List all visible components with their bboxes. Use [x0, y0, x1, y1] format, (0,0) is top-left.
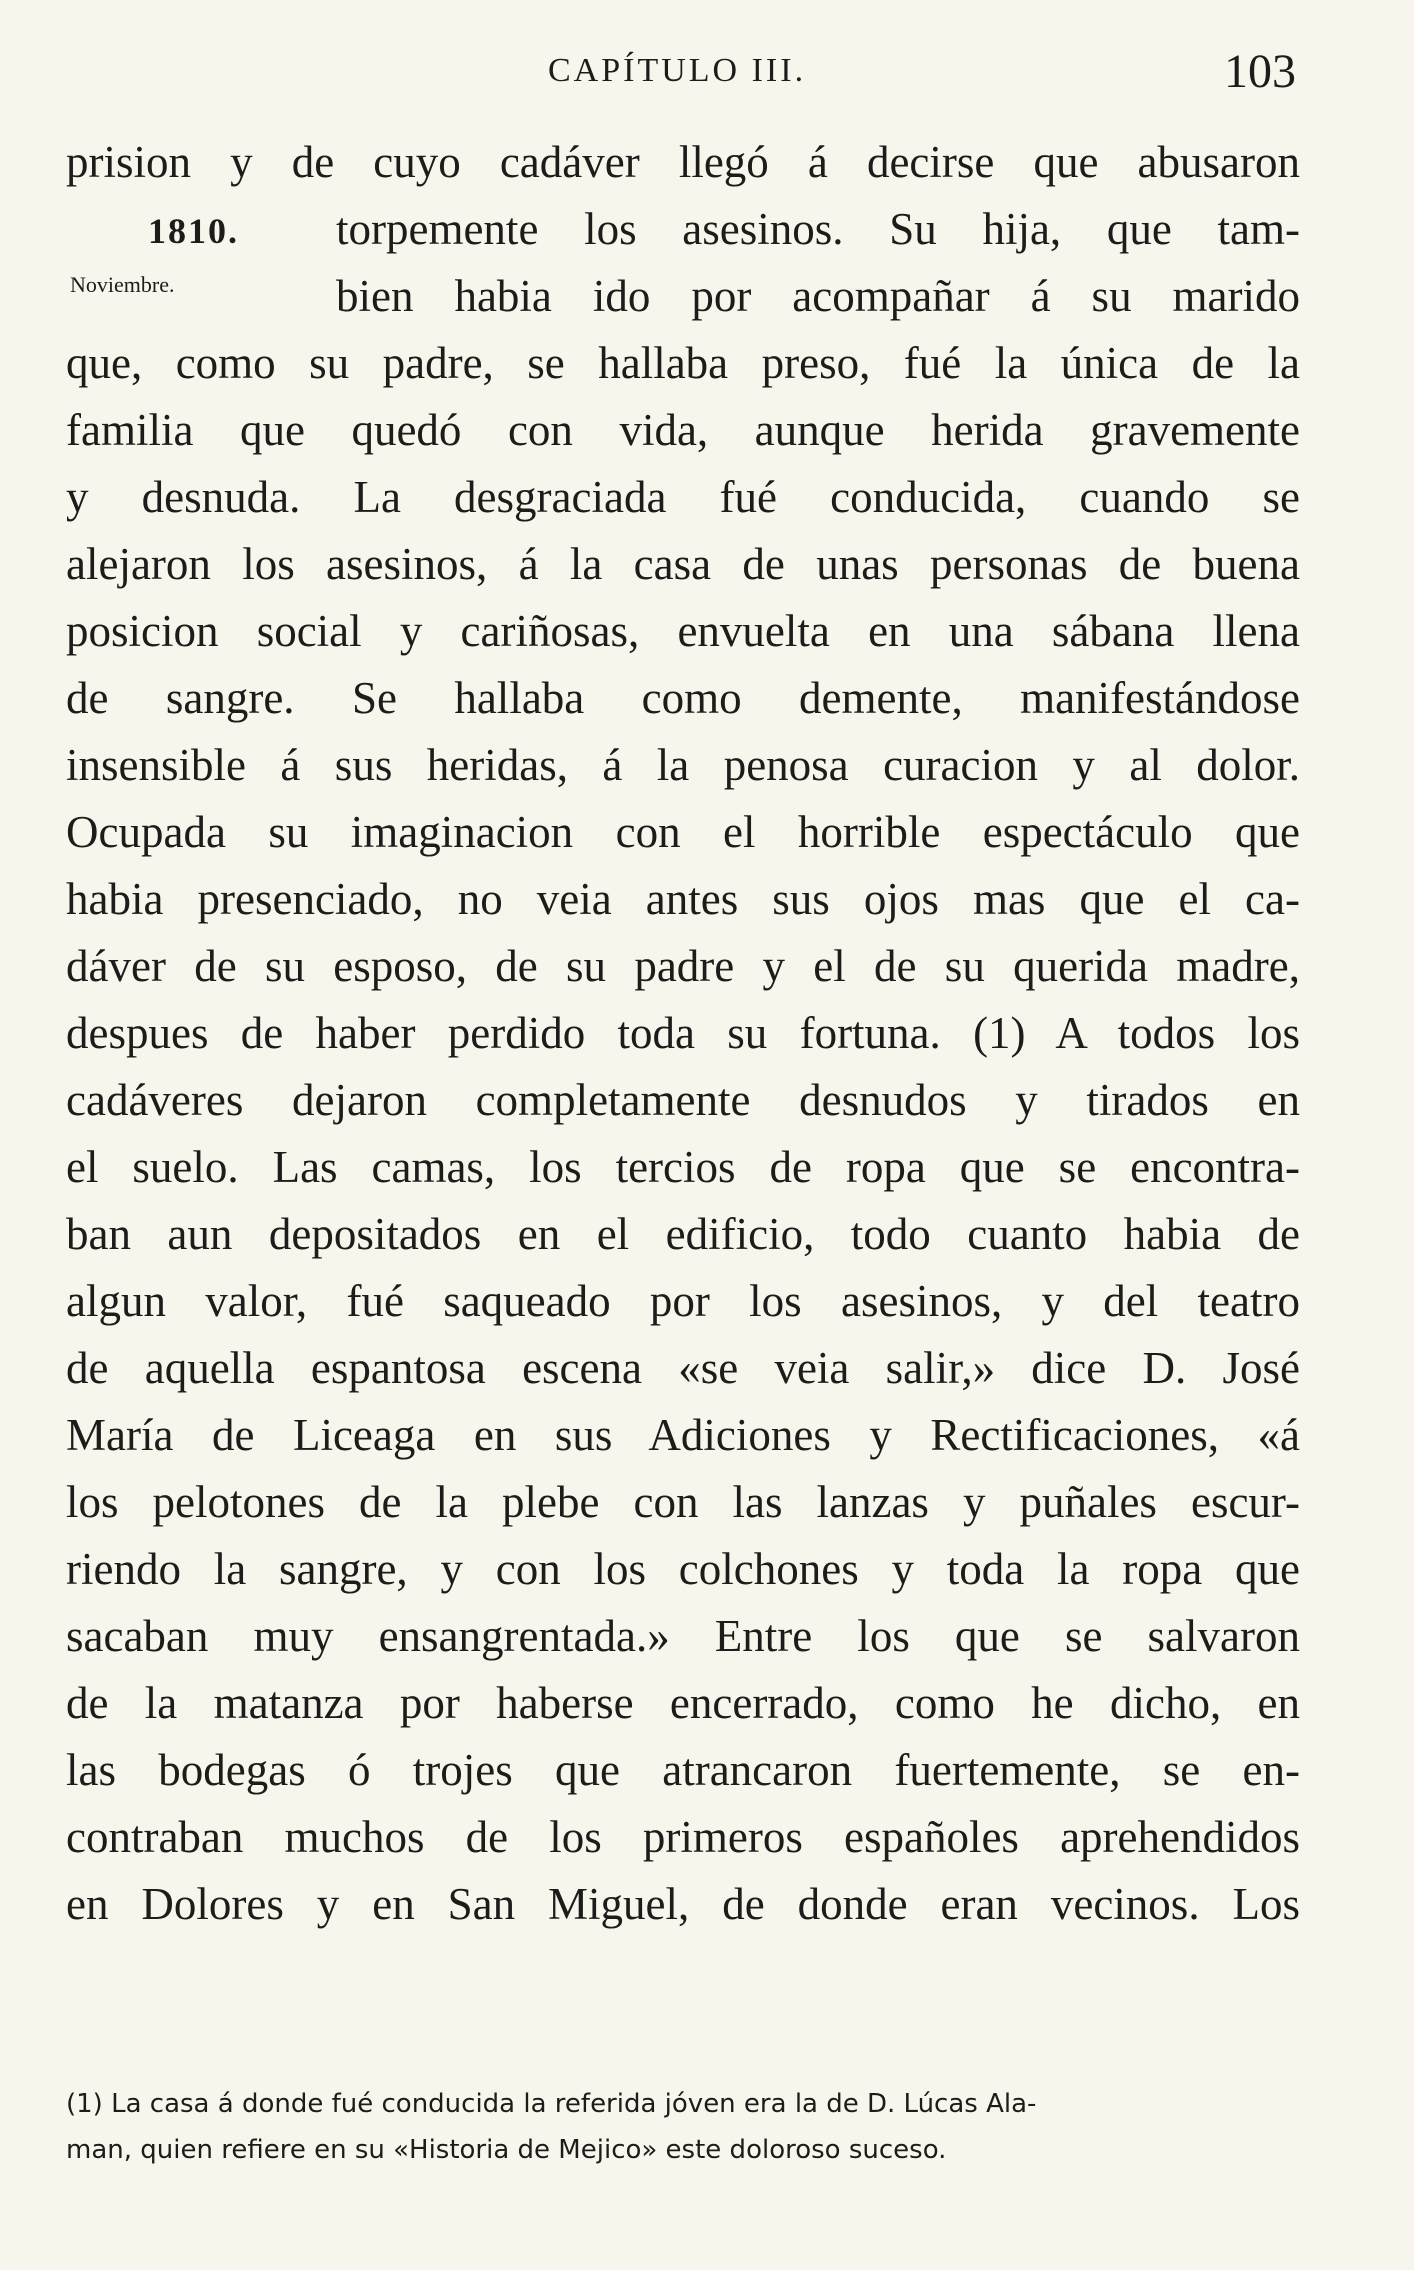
text-line: algun valor, fué saqueado por los asesinos, y del teatro	[66, 1276, 1300, 1326]
text-line: habia presenciado, no veia antes sus ojos mas que el ca-	[66, 874, 1300, 924]
text-line: María de Liceaga en sus Adiciones y Rectificaciones, «á	[66, 1410, 1300, 1460]
margin-year: 1810.	[148, 211, 239, 251]
text-line: riendo la sangre, y con los colchones y toda la ropa que	[66, 1544, 1300, 1594]
text-line: de la matanza por haberse encerrado, como he dicho, en	[66, 1678, 1300, 1728]
footnote-line: man, quien refiere en su «Historia de Mejico» este doloroso suceso.	[66, 2135, 947, 2165]
text-line: que, como su padre, se hallaba preso, fué la única de la	[66, 338, 1300, 388]
text-line: de aquella espantosa escena «se veia salir,» dice D. José	[66, 1343, 1300, 1393]
text-line: cadáveres dejaron completamente desnudos y tirados en	[66, 1075, 1300, 1125]
text-line: prision y de cuyo cadáver llegó á decirse que abusaron	[66, 137, 1300, 187]
text-line: torpemente los asesinos. Su hija, que tam-	[336, 204, 1300, 254]
text-line: Ocupada su imaginacion con el horrible espectáculo que	[66, 807, 1300, 857]
text-line: insensible á sus heridas, á la penosa curacion y al dolor.	[66, 740, 1300, 790]
text-line: y desnuda. La desgraciada fué conducida, cuando se	[66, 472, 1300, 522]
page-number: 103	[1224, 45, 1296, 98]
text-line: ban aun depositados en el edificio, todo cuanto habia de	[66, 1209, 1300, 1259]
text-line: en Dolores y en San Miguel, de donde eran vecinos. Los	[66, 1879, 1300, 1929]
text-line: las bodegas ó trojes que atrancaron fuertemente, se en-	[66, 1745, 1300, 1795]
footnote-line: (1) La casa á donde fué conducida la referida jóven era la de D. Lúcas Ala-	[66, 2089, 1037, 2119]
text-line: sacaban muy ensangrentada.» Entre los que se salvaron	[66, 1611, 1300, 1661]
text-line: contraban muchos de los primeros españoles aprehendidos	[66, 1812, 1300, 1862]
text-line: alejaron los asesinos, á la casa de unas personas de buena	[66, 539, 1300, 589]
text-line: posicion social y cariñosas, envuelta en una sábana llena	[66, 606, 1300, 656]
text-line: despues de haber perdido toda su fortuna. (1) A todos los	[66, 1008, 1300, 1058]
text-line: el suelo. Las camas, los tercios de ropa que se encontra-	[66, 1142, 1300, 1192]
text-line: los pelotones de la plebe con las lanzas y puñales escur-	[66, 1477, 1300, 1527]
page-header	[0, 45, 1414, 112]
text-line: bien habia ido por acompañar á su marido	[336, 271, 1300, 321]
text-line: de sangre. Se hallaba como demente, manifestándose	[66, 673, 1300, 723]
margin-month: Noviembre.	[70, 272, 175, 297]
text-line: dáver de su esposo, de su padre y el de su querida madre,	[66, 941, 1300, 991]
chapter-heading: CAPÍTULO III.	[548, 52, 807, 89]
text-line: familia que quedó con vida, aunque herida gravemente	[66, 405, 1300, 455]
